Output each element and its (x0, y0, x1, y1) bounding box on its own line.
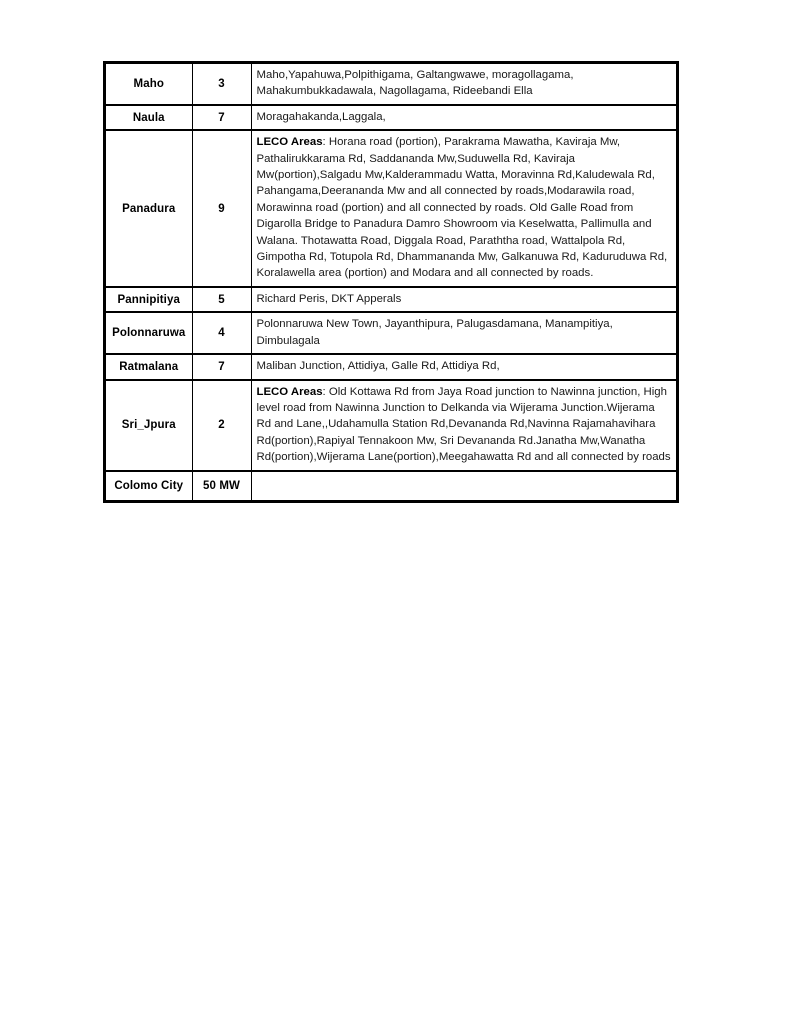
table-row (105, 380, 677, 471)
area-count: 2 (218, 419, 225, 432)
row-count-cell (192, 471, 251, 501)
areas-text (257, 316, 673, 349)
areas-text (257, 109, 673, 125)
row-count-cell (192, 63, 251, 105)
row-name-cell (105, 287, 192, 312)
table-row (105, 105, 677, 130)
row-count-cell (192, 380, 251, 471)
row-areas-cell (251, 471, 677, 501)
area-count: 7 (218, 111, 225, 124)
areas-body-text: : Horana road (portion), Parakrama Mawatha, Kaviraja Mw, Pathalirukkarama Rd, Saddananda Mw,Suduwella Rd, Kaviraja Mw(portion),Salgadu Mw,Kalderammadu Watta, Moravinna Rd,Kaludewala Rd, Pahangama,Deerananda Mw and all connected by roads,Modarawila road, Morawinna road (portion) and all connected by roads. Old Galle Road from Digarolla Bridge to Panadura Damro Showroom via Keselwatta, Pallimulla and Walana. Thotawatta Road, Diggala Road, Paraththa road, Wattalpola Rd, Gimpotha Rd, Totupola Rd, Dhammananda Mw, Galkanuwa Rd, Kaduruduwa Rd, Koralawella area (portion) and Modara and all connected by roads. (256, 136, 668, 280)
row-name-cell (105, 380, 192, 471)
areas-lead-label: LECO Areas (256, 385, 323, 398)
row-name-cell (105, 354, 192, 379)
area-name: Sri_Jpura (121, 419, 176, 432)
areas-text (257, 384, 673, 466)
table-row (105, 287, 677, 312)
row-count-cell (192, 312, 251, 354)
areas-body-text: Richard Peris, DKT Apperals (256, 292, 402, 305)
area-count: 7 (218, 360, 225, 373)
areas-lead-label: LECO Areas (256, 136, 323, 149)
area-name: Polonnaruwa (112, 327, 186, 340)
table-row (105, 471, 677, 501)
area-count: 5 (218, 293, 225, 306)
area-count: 50 MW (203, 479, 240, 492)
areas-body-text: : Old Kottawa Rd from Jaya Road junction to Nawinna junction, High level road from Nawinna Junction to Delkanda via Wijerama Junction.Wijerama Rd and Lane,,Udahamulla Station Rd,Devananda Rd,Navinna Rajamahavihara Rd(portion),Rapiyal Tennakoon Mw, Sri Devananda Rd.Janatha Mw,Wanatha Rd(portion),Wijerama Lane(portion),Meegahawatta Rd and all connected by roads (256, 385, 671, 464)
table-body (105, 63, 677, 501)
areas-table (104, 62, 678, 502)
row-count-cell (192, 105, 251, 130)
row-count-cell (192, 354, 251, 379)
area-count: 4 (218, 327, 225, 340)
row-name-cell (105, 105, 192, 130)
area-name: Panadura (122, 202, 176, 215)
areas-body-text: Polonnaruwa New Town, Jayanthipura, Palugasdamana, Manampitiya, Dimbulagala (256, 318, 613, 347)
areas-body-text: Moragahakanda,Laggala, (256, 110, 386, 123)
table-row (105, 354, 677, 379)
areas-text (257, 134, 673, 282)
row-count-cell (192, 287, 251, 312)
row-areas-cell (251, 354, 677, 379)
area-name: Colomo City (114, 479, 184, 492)
area-name: Pannipitiya (117, 293, 180, 306)
areas-body-text: Maho,Yapahuwa,Polpithigama, Galtangwawe, moragollagama, Mahakumbukkadawala, Nagollagama, Rideebandi Ella (256, 69, 574, 98)
areas-text (257, 358, 673, 374)
row-areas-cell (251, 130, 677, 287)
row-name-cell (105, 130, 192, 287)
area-count: 3 (218, 77, 225, 90)
area-name: Ratmalana (119, 360, 179, 373)
table-row (105, 312, 677, 354)
row-areas-cell (251, 287, 677, 312)
area-name: Naula (132, 111, 165, 124)
row-areas-cell (251, 63, 677, 105)
areas-text (257, 67, 673, 100)
row-areas-cell (251, 312, 677, 354)
row-areas-cell (251, 380, 677, 471)
row-name-cell (105, 312, 192, 354)
row-count-cell (192, 130, 251, 287)
table-row (105, 63, 677, 105)
table-row (105, 130, 677, 287)
areas-body-text: Maliban Junction, Attidiya, Galle Rd, Attidiya Rd, (256, 360, 500, 373)
area-name: Maho (133, 77, 164, 90)
area-count: 9 (218, 202, 225, 215)
row-name-cell (105, 63, 192, 105)
areas-text (257, 291, 673, 307)
row-areas-cell (251, 105, 677, 130)
row-name-cell (105, 471, 192, 501)
